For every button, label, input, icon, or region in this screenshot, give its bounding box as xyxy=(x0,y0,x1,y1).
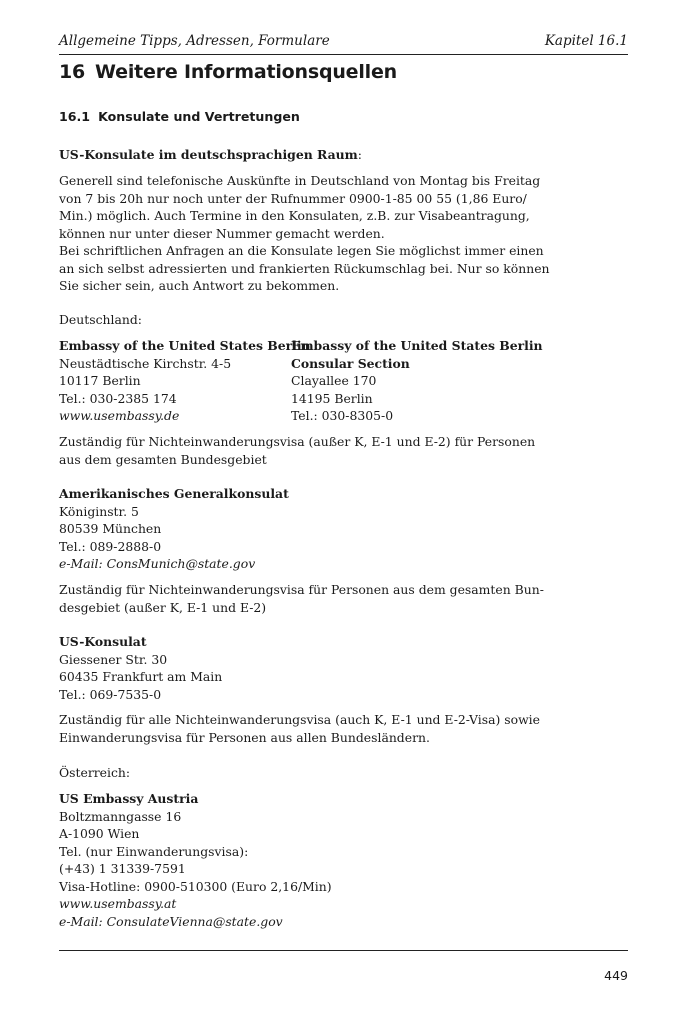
address-line: 14195 Berlin xyxy=(291,390,373,406)
text-line: aus dem gesamten Bundesgebiet xyxy=(59,451,267,467)
email-link[interactable]: e-Mail: ConsMunich@state.gov xyxy=(59,556,256,571)
email-link[interactable]: e-Mail: ConsulateVienna@state.gov xyxy=(59,913,283,929)
website-link[interactable]: www.usembassy.de xyxy=(59,408,180,423)
address-line: Tel.: 030-8305-0 xyxy=(291,408,394,423)
running-header xyxy=(59,32,628,52)
section-title: Konsulate und Vertretungen xyxy=(98,109,300,124)
address-line: Tel.: 089-2888-0 xyxy=(59,538,162,554)
text-line: Zuständig für Nichteinwanderungsvisa (außer K, E-1 und E-2) für Personen xyxy=(59,434,536,449)
website-link[interactable]: www.usembassy.at xyxy=(59,896,177,911)
address-line: A-1090 Wien xyxy=(59,826,140,841)
address-line: Tel.: 069-7535-0 xyxy=(59,686,162,702)
text-line: Zuständig für Nichteinwanderungsvisa für Personen aus dem gesamten Bun- xyxy=(59,582,544,597)
chapter-heading xyxy=(59,61,397,83)
austria-label: Österreich: xyxy=(59,765,131,780)
chapter-title: Weitere Informationsquellen xyxy=(95,61,398,83)
text-line: Zuständig für alle Nichteinwanderungsvisa (auch K, E-1 und E-2-Visa) sowie xyxy=(59,712,540,727)
page-number: 449 xyxy=(604,968,628,983)
intro-heading: US-Konsulate im deutschsprachigen Raum: xyxy=(59,147,362,162)
address-line: Neustädtische Kirchstr. 4-5 xyxy=(59,355,232,371)
text-line: Bei schriftlichen Anfragen an die Konsulate legen Sie möglichst immer einen xyxy=(59,243,544,258)
address-line: Tel. (nur Einwanderungsvisa): xyxy=(59,843,249,859)
address-name: Embassy of the United States Berlin xyxy=(291,338,543,353)
text-line: Einwanderungsvisa für Personen aus allen Bundesländern. xyxy=(59,729,430,745)
address-name: Amerikanisches Generalkonsulat xyxy=(59,486,289,501)
address-line: Königinstr. 5 xyxy=(59,503,139,519)
address-line: 10117 Berlin xyxy=(59,373,141,388)
chapter-number: 16 xyxy=(59,61,86,83)
header-chapter-label: Kapitel 16.1 xyxy=(544,33,628,49)
embassy-austria-address xyxy=(59,790,525,930)
berlin-note xyxy=(59,433,536,468)
section-number: 16.1 xyxy=(59,109,91,124)
address-name: Embassy of the United States Berlin xyxy=(59,338,311,353)
frankfurt-note xyxy=(59,711,540,746)
consular-section-address xyxy=(291,337,543,425)
address-name: US-Konsulat xyxy=(59,634,147,649)
address-line: Clayallee 170 xyxy=(291,373,377,388)
address-line: Boltzmanngasse 16 xyxy=(59,808,182,824)
text-line: Generell sind telefonische Auskünfte in Deutschland von Montag bis Freitag xyxy=(59,173,541,188)
footer-rule xyxy=(59,950,628,951)
address-name: US Embassy Austria xyxy=(59,791,199,806)
text-line: an sich selbst adressierten und frankierten Rückumschlag bei. Nur so können xyxy=(59,260,550,276)
address-line: 60435 Frankfurt am Main xyxy=(59,669,223,684)
text-line: desgebiet (außer K, E-1 und E-2) xyxy=(59,599,267,615)
text-line: Sie sicher sein, auch Antwort zu bekommen. xyxy=(59,278,340,293)
address-line: (+43) 1 31339-7591 xyxy=(59,861,186,876)
germany-label: Deutschland: xyxy=(59,312,142,327)
munich-note xyxy=(59,581,544,616)
section-heading xyxy=(59,109,300,124)
text-line: von 7 bis 20h nur noch unter der Rufnummer 0900-1-85 00 55 (1,86 Euro/ xyxy=(59,190,527,206)
intro-paragraph xyxy=(59,172,550,295)
address-line: Tel.: 030-2385 174 xyxy=(59,390,177,406)
header-rule xyxy=(59,54,628,55)
address-line: 80539 München xyxy=(59,521,162,536)
text-line: können nur unter dieser Nummer gemacht werden. xyxy=(59,225,385,241)
frankfurt-consulate-address xyxy=(59,633,525,703)
text-line: Min.) möglich. Auch Termine in den Konsulaten, z.B. zur Visabeantragung, xyxy=(59,208,530,223)
address-line: Visa-Hotline: 0900-510300 (Euro 2,16/Min) xyxy=(59,878,332,894)
munich-consulate-address xyxy=(59,485,525,573)
header-left-title: Allgemeine Tipps, Adressen, Formulare xyxy=(59,33,330,49)
address-subname: Consular Section xyxy=(291,355,410,371)
address-line: Giessener Str. 30 xyxy=(59,651,168,667)
embassy-berlin-address xyxy=(59,337,311,425)
